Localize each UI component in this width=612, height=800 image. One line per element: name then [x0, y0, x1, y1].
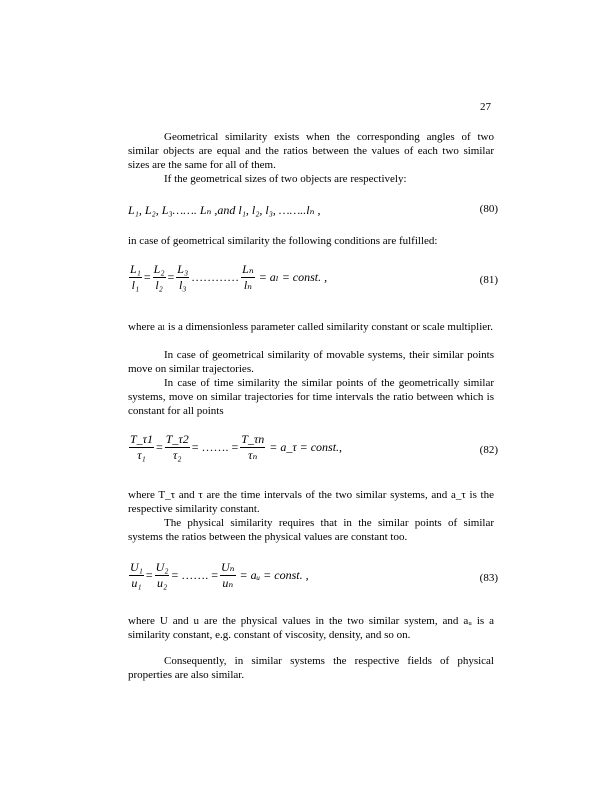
- fraction-numerator: L₃: [177, 262, 189, 276]
- paragraph-movable-systems: In case of geometrical similarity of movable systems, their similar points move on similar trajectories.: [128, 349, 494, 375]
- equation-83: [128, 560, 498, 591]
- equation-83-fraction: [155, 560, 170, 591]
- fraction-numerator: T_τ2: [165, 432, 189, 446]
- equation-80-number: (80): [479, 203, 498, 215]
- equation-82-fraction: [240, 432, 265, 463]
- equation-81: [128, 262, 498, 293]
- fraction-denominator: τ₂: [173, 448, 182, 462]
- fraction-numerator: Lₙ: [242, 262, 254, 276]
- equation-81-fraction: [176, 262, 189, 293]
- fraction-numerator: Uₙ: [221, 560, 235, 574]
- equation-82: [128, 432, 498, 463]
- fraction-numerator: L₂: [153, 262, 165, 276]
- fraction-numerator: T_τn: [241, 432, 265, 446]
- ellipsis: = ……. =: [171, 568, 219, 582]
- fraction-denominator: u₁: [131, 576, 142, 590]
- equals-sign: =: [143, 270, 151, 284]
- fraction-numerator: U₂: [155, 560, 169, 574]
- equation-80-body: L₁, L₂, L₃……. Lₙ ,and l₁, l₂, l₃, ……..lₙ ,: [128, 203, 321, 217]
- paragraph-consequently: Consequently, in similar systems the respective fields of physical properties are also similar.: [128, 655, 494, 681]
- equals-sign: =: [155, 440, 163, 454]
- fraction-numerator: T_τ1: [130, 432, 153, 446]
- page-number: 27: [480, 101, 491, 113]
- equation-81-number: (81): [479, 274, 498, 286]
- equation-82-fraction: [165, 432, 190, 463]
- fraction-denominator: l₃: [178, 278, 187, 292]
- paragraph-physical-values: where U and u are the physical values in the two similar system, and aᵤ is a similarity constant, e.g. constant of viscosity, density, and so on.: [128, 615, 494, 641]
- fraction-denominator: τₙ: [248, 448, 258, 462]
- equation-83-rhs: = aᵤ = const. ,: [239, 568, 309, 582]
- fraction-denominator: uₙ: [222, 576, 234, 590]
- paragraph-similarity-constant: where aₗ is a dimensionless parameter called similarity constant or scale multiplier.: [128, 321, 493, 333]
- paragraph-time-similarity: In case of time similarity the similar points of the geometrically similar systems, move on similar trajectories for time intervals the ratio between which is constant for all points: [128, 377, 494, 417]
- paragraph-geometrical-similarity: Geometrical similarity exists when the corresponding angles of two similar objects are equal and the ratios between the values of each two similar sizes are the same for all of them.: [128, 131, 494, 171]
- equation-83-number: (83): [479, 572, 498, 584]
- ellipsis: …………: [191, 270, 240, 284]
- fraction-numerator: U₁: [130, 560, 143, 574]
- fraction-denominator: l₂: [155, 278, 163, 292]
- equation-81-fraction: [241, 262, 255, 293]
- fraction-denominator: τ₁: [137, 448, 146, 462]
- equation-81-fraction: [153, 262, 166, 293]
- fraction-denominator: lₙ: [243, 278, 253, 292]
- equation-83-fraction: [129, 560, 144, 591]
- paragraph-geometrical-sizes: If the geometrical sizes of two objects are respectively:: [164, 173, 407, 185]
- paragraph-time-intervals: where T_τ and τ are the time intervals of the two similar systems, and a_τ is the respective similarity constant.: [128, 489, 494, 515]
- equation-80: [128, 203, 498, 218]
- fraction-denominator: u₂: [156, 576, 168, 590]
- equals-sign: =: [167, 270, 175, 284]
- equation-83-fraction: [220, 560, 236, 591]
- paragraph-physical-similarity: The physical similarity requires that in the similar points of similar systems the ratios between the physical values are constant too.: [128, 517, 494, 543]
- equation-81-fraction: [129, 262, 142, 293]
- ellipsis: = ……. =: [191, 440, 239, 454]
- paragraph-conditions: in case of geometrical similarity the following conditions are fulfilled:: [128, 235, 438, 247]
- equation-82-number: (82): [479, 444, 498, 456]
- fraction-numerator: L₁: [130, 262, 141, 276]
- equation-82-fraction: [129, 432, 154, 463]
- fraction-denominator: l₁: [131, 278, 140, 292]
- equation-81-rhs: = aₗ = const. ,: [258, 270, 328, 284]
- equation-82-rhs: = a_τ = const.,: [269, 440, 343, 454]
- equals-sign: =: [145, 568, 153, 582]
